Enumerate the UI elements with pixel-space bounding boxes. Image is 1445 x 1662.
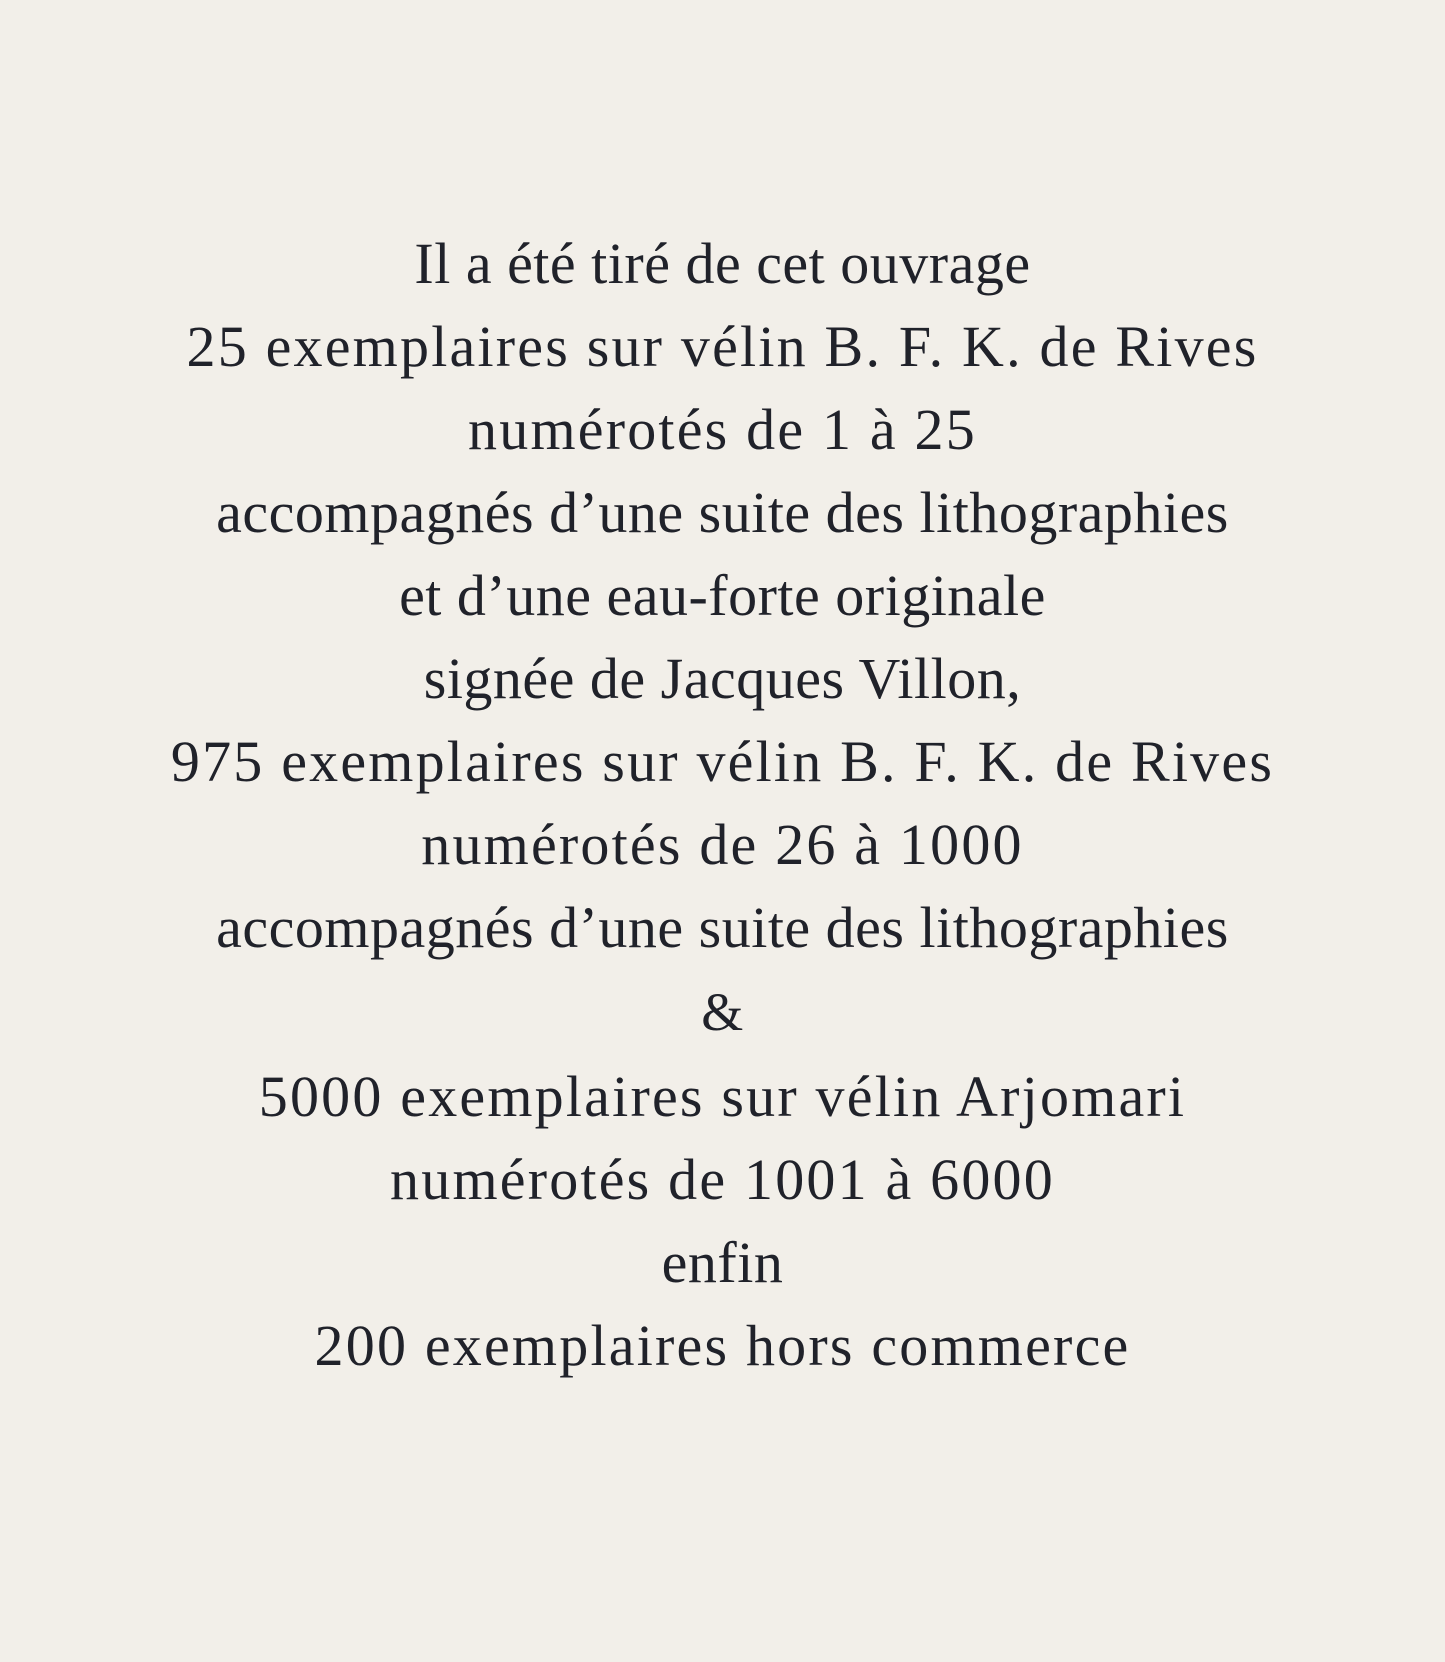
colophon-line: accompagnés d’une suite des lithographies [216, 895, 1229, 960]
colophon-line: numérotés de 1001 à 6000 [390, 1147, 1055, 1212]
colophon-line: Il a été tiré de cet ouvrage [414, 231, 1031, 296]
colophon-line: 200 exemplaires hors commerce [314, 1313, 1131, 1378]
colophon-line: 5000 exemplaires sur vélin Arjomari [258, 1064, 1187, 1129]
colophon-line: signée de Jacques Villon, [423, 646, 1022, 711]
colophon-line: et d’une eau-forte originale [399, 563, 1046, 628]
colophon-line: 25 exemplaires sur vélin B. F. K. de Rives [186, 314, 1259, 379]
colophon-line: enfin [661, 1230, 784, 1295]
colophon-line: accompagnés d’une suite des lithographies [216, 480, 1229, 545]
colophon-line: numérotés de 26 à 1000 [421, 812, 1024, 877]
colophon-text-block [73, 222, 1373, 1387]
colophon-line: numérotés de 1 à 25 [468, 397, 977, 462]
colophon-line: 975 exemplaires sur vélin B. F. K. de Rives [170, 729, 1275, 794]
colophon-ampersand: & [701, 982, 744, 1042]
